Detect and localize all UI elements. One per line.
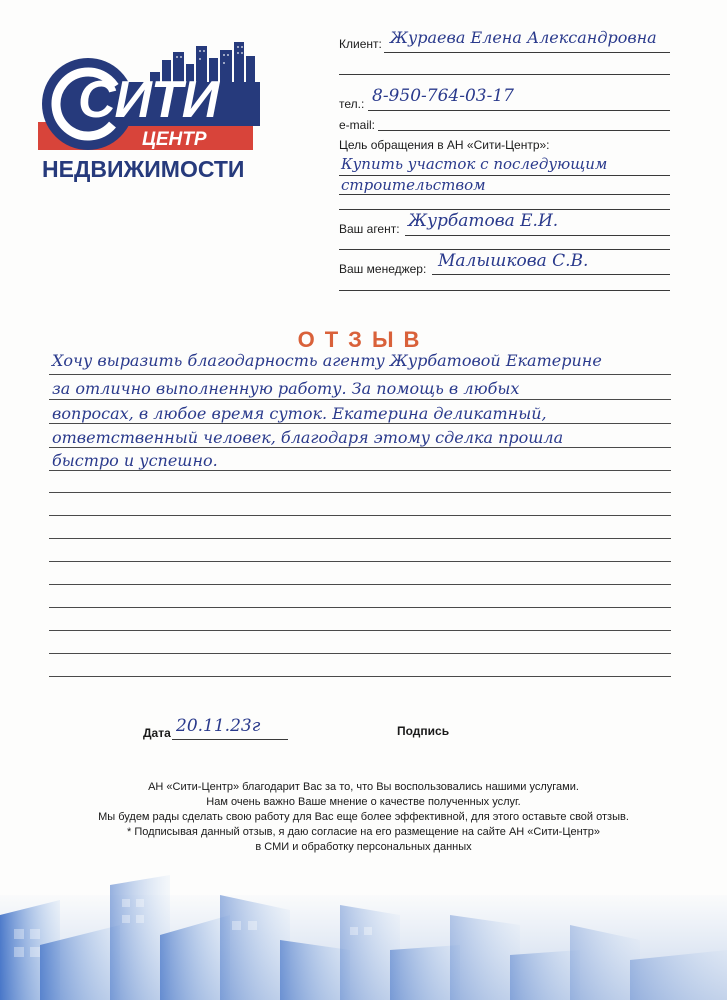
manager-value: Малышкова С.В. <box>438 251 589 271</box>
manager-line-2 <box>339 290 670 291</box>
review-rule <box>49 447 671 448</box>
review-rule <box>49 374 671 375</box>
purpose-value-line2: строительством <box>341 176 486 194</box>
agent-value: Журбатова Е.И. <box>408 211 559 231</box>
review-title: ОТЗЫВ <box>297 327 430 352</box>
client-label: Клиент: <box>339 37 382 51</box>
client-value: Жураева Елена Александровна <box>390 28 657 47</box>
manager-line <box>432 274 670 275</box>
agent-line <box>405 235 670 236</box>
phone-label: тел.: <box>339 97 365 111</box>
date-label: Дата <box>143 726 171 740</box>
agent-label: Ваш агент: <box>339 222 400 236</box>
phone-value: 8-950-764-03-17 <box>372 86 514 106</box>
logo-word-main: СИТИ <box>78 71 219 129</box>
review-text-line: вопросах, в любое время суток. Екатерина деликатный, <box>52 404 547 423</box>
logo-word-bottom: НЕДВИЖИМОСТИ <box>42 156 245 182</box>
review-rule <box>49 607 671 608</box>
footer-line: * Подписывая данный отзыв, я даю согласие на его размещение на сайте АН «Сити-Центр» <box>127 826 600 838</box>
review-rule <box>49 630 671 631</box>
client-line-2 <box>339 74 670 75</box>
purpose-line-2 <box>339 194 670 195</box>
manager-label: Ваш менеджер: <box>339 262 427 276</box>
footer-notice <box>0 780 727 855</box>
date-line <box>172 739 288 740</box>
review-rule <box>49 515 671 516</box>
agent-line-2 <box>339 249 670 250</box>
review-rule <box>49 676 671 677</box>
footer-line: АН «Сити-Центр» благодарит Вас за то, что Вы воспользовались нашими услугами. <box>148 781 579 793</box>
client-line <box>384 52 670 53</box>
footer-line: Мы будем рады сделать свою работу для Вас еще более эффективной, для этого оставьте свой отзыв. <box>98 811 629 823</box>
review-text-line: ответственный человек, благодаря этому сделка прошла <box>52 428 564 447</box>
review-rule <box>49 561 671 562</box>
purpose-value-line1: Купить участок с последующим <box>341 155 608 173</box>
company-logo <box>38 38 268 188</box>
review-rule <box>49 584 671 585</box>
review-rule <box>49 653 671 654</box>
review-rule <box>49 538 671 539</box>
review-rule <box>49 470 671 471</box>
phone-line <box>368 110 670 111</box>
review-rule <box>49 399 671 400</box>
footer-line: в СМИ и обработку персональных данных <box>255 841 472 853</box>
logo-word-sub: ЦЕНТР <box>142 129 207 150</box>
decorative-city-graphic <box>0 855 727 1000</box>
footer-line: Нам очень важно Ваше мнение о качестве полученных услуг. <box>206 796 521 808</box>
signature-label: Подпись <box>397 724 450 738</box>
purpose-label: Цель обращения в АН «Сити-Центр»: <box>339 138 550 152</box>
review-text-line: за отлично выполненную работу. За помощь в любых <box>52 379 520 398</box>
review-text-line: быстро и успешно. <box>52 451 218 470</box>
purpose-line-3 <box>339 209 670 210</box>
date-value: 20.11.23г <box>176 716 261 736</box>
email-label: e-mail: <box>339 118 376 132</box>
review-rule <box>49 423 671 424</box>
review-text-line: Хочу выразить благодарность агенту Журбатовой Екатерине <box>52 351 602 370</box>
email-line <box>378 130 670 131</box>
review-rule <box>49 492 671 493</box>
